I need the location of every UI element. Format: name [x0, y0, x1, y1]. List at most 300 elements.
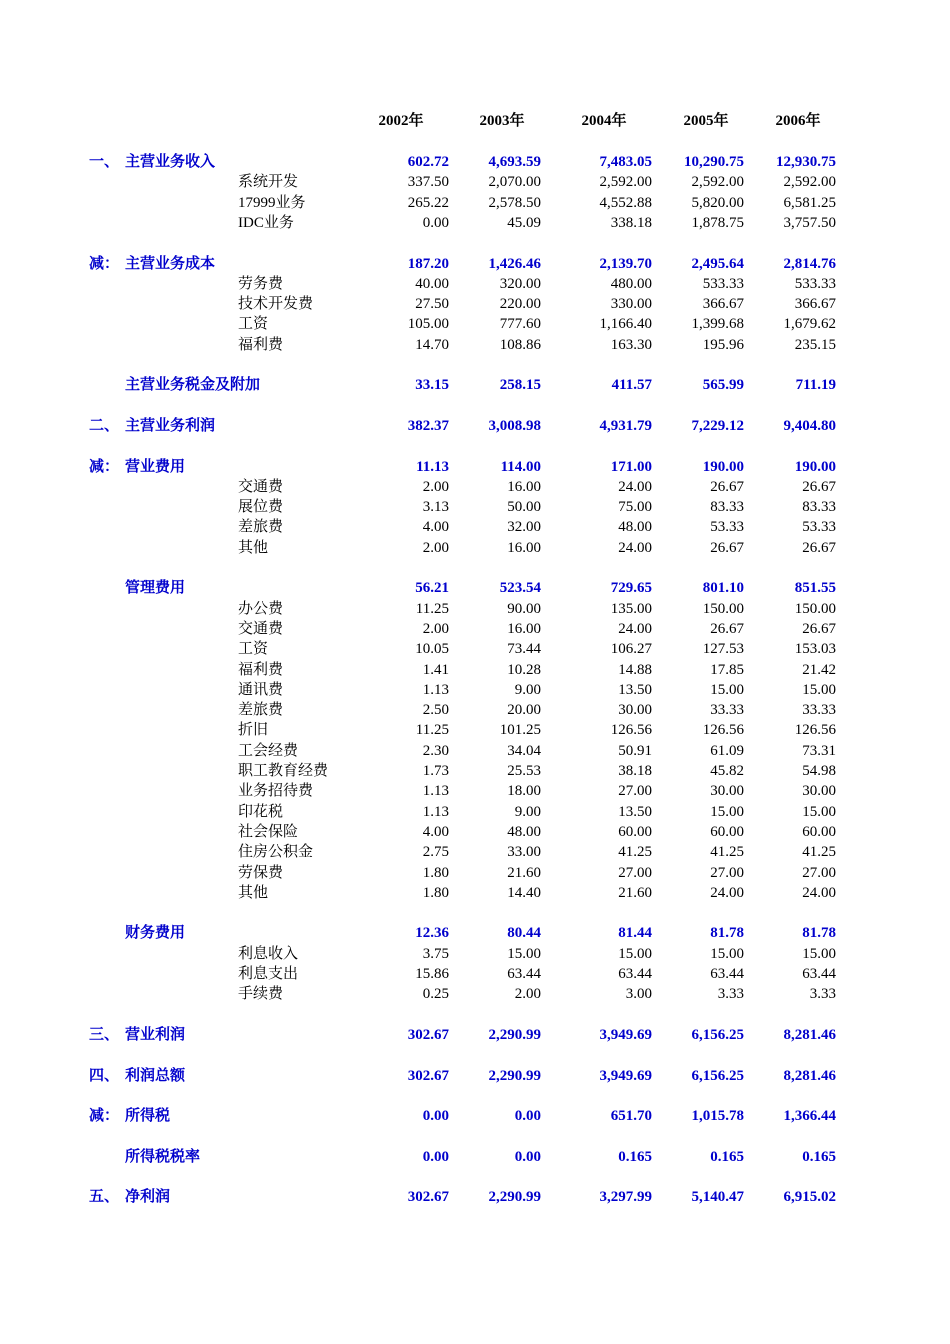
value-cell: 9.00 [514, 682, 541, 698]
value-cell: 40.00 [415, 276, 449, 292]
value-cell: 2,290.99 [488, 1068, 541, 1084]
value-cell: 83.33 [802, 499, 836, 515]
item-row [0, 639, 950, 659]
item-row [0, 984, 950, 1004]
section-label: 所得税 [125, 1108, 171, 1124]
item-label: 福利费 [238, 662, 284, 678]
value-cell: 15.00 [802, 946, 836, 962]
section-row [0, 416, 950, 436]
value-cell: 15.00 [802, 682, 836, 698]
value-cell: 4.00 [422, 824, 449, 840]
value-cell: 4,552.88 [599, 195, 652, 211]
value-cell: 90.00 [507, 601, 541, 617]
value-cell: 106.27 [610, 641, 652, 657]
value-cell: 16.00 [507, 621, 541, 637]
item-row [0, 193, 950, 213]
value-cell: 24.00 [618, 479, 652, 495]
value-cell: 153.03 [794, 641, 836, 657]
value-cell: 190.00 [702, 459, 744, 475]
value-cell: 1.13 [422, 804, 449, 820]
value-cell: 80.44 [507, 925, 541, 941]
value-cell: 330.00 [610, 296, 652, 312]
section-prefix: 五、 [89, 1189, 120, 1205]
value-cell: 81.44 [618, 925, 652, 941]
value-cell: 108.86 [499, 337, 541, 353]
value-cell: 73.31 [802, 743, 836, 759]
value-cell: 3,757.50 [783, 215, 836, 231]
item-row [0, 619, 950, 639]
value-cell: 21.60 [618, 885, 652, 901]
value-cell: 11.13 [416, 459, 449, 475]
value-cell: 171.00 [610, 459, 652, 475]
item-row [0, 883, 950, 903]
value-cell: 126.56 [610, 722, 652, 738]
value-cell: 27.00 [802, 865, 836, 881]
item-row [0, 294, 950, 314]
value-cell: 7,483.05 [599, 154, 652, 170]
value-cell: 777.60 [499, 316, 541, 332]
item-label: 印花税 [238, 804, 284, 820]
section-row [0, 1187, 950, 1207]
section-label: 主营业务利润 [125, 418, 216, 434]
item-label: 工会经费 [238, 743, 299, 759]
value-cell: 602.72 [407, 154, 449, 170]
section-row [0, 1147, 950, 1167]
value-cell: 48.00 [507, 824, 541, 840]
section-label: 主营业务成本 [125, 256, 216, 272]
value-cell: 25.53 [507, 763, 541, 779]
value-cell: 1.13 [422, 682, 449, 698]
item-row [0, 335, 950, 355]
value-cell: 33.15 [415, 377, 449, 393]
value-cell: 53.33 [710, 519, 744, 535]
value-cell: 18.00 [507, 783, 541, 799]
item-label: 差旅费 [238, 519, 284, 535]
value-cell: 0.00 [514, 1108, 541, 1124]
item-row [0, 700, 950, 720]
item-row [0, 172, 950, 192]
item-label: 工资 [238, 316, 269, 332]
value-cell: 26.67 [710, 540, 744, 556]
value-cell: 533.33 [794, 276, 836, 292]
value-cell: 126.56 [794, 722, 836, 738]
value-cell: 2,592.00 [691, 174, 744, 190]
section-row [0, 254, 950, 274]
value-cell: 114.00 [500, 459, 541, 475]
year-header: 2004年 [581, 113, 627, 129]
section-row [0, 923, 950, 943]
value-cell: 0.165 [802, 1149, 836, 1165]
section-prefix: 减： [89, 256, 120, 272]
value-cell: 41.25 [618, 844, 652, 860]
value-cell: 1,366.44 [783, 1108, 836, 1124]
value-cell: 3,949.69 [599, 1068, 652, 1084]
value-cell: 0.165 [710, 1149, 744, 1165]
value-cell: 2.30 [422, 743, 449, 759]
item-label: 住房公积金 [238, 844, 314, 860]
value-cell: 9,404.80 [783, 418, 836, 434]
value-cell: 60.00 [710, 824, 744, 840]
item-label: 工资 [238, 641, 269, 657]
value-cell: 54.98 [802, 763, 836, 779]
item-row [0, 944, 950, 964]
value-cell: 2.50 [422, 702, 449, 718]
value-cell: 30.00 [618, 702, 652, 718]
section-prefix: 三、 [89, 1027, 120, 1043]
section-prefix: 减： [89, 1108, 120, 1124]
value-cell: 533.33 [702, 276, 744, 292]
value-cell: 4,931.79 [599, 418, 652, 434]
year-header-row [0, 111, 950, 131]
value-cell: 1.73 [422, 763, 449, 779]
item-label: 通讯费 [238, 682, 284, 698]
value-cell: 33.00 [507, 844, 541, 860]
value-cell: 61.09 [710, 743, 744, 759]
value-cell: 101.25 [499, 722, 541, 738]
value-cell: 0.00 [514, 1149, 541, 1165]
value-cell: 3.33 [717, 986, 744, 1002]
item-row [0, 538, 950, 558]
value-cell: 30.00 [710, 783, 744, 799]
value-cell: 8,281.46 [783, 1068, 836, 1084]
value-cell: 53.33 [802, 519, 836, 535]
value-cell: 15.00 [710, 804, 744, 820]
section-label: 所得税税率 [125, 1149, 201, 1165]
item-row [0, 314, 950, 334]
value-cell: 5,140.47 [691, 1189, 744, 1205]
value-cell: 15.00 [710, 682, 744, 698]
value-cell: 2,495.64 [691, 256, 744, 272]
section-row [0, 375, 950, 395]
value-cell: 24.00 [802, 885, 836, 901]
section-label: 净利润 [125, 1189, 171, 1205]
item-row [0, 497, 950, 517]
item-label: 17999业务 [238, 195, 306, 211]
value-cell: 14.88 [618, 662, 652, 678]
value-cell: 2,290.99 [488, 1027, 541, 1043]
value-cell: 235.15 [794, 337, 836, 353]
value-cell: 45.09 [507, 215, 541, 231]
value-cell: 0.00 [422, 215, 449, 231]
item-label: 社会保险 [238, 824, 299, 840]
value-cell: 127.53 [702, 641, 744, 657]
value-cell: 10,290.75 [684, 154, 744, 170]
value-cell: 2,592.00 [599, 174, 652, 190]
value-cell: 851.55 [794, 580, 836, 596]
value-cell: 17.85 [710, 662, 744, 678]
value-cell: 16.00 [507, 479, 541, 495]
value-cell: 27.50 [415, 296, 449, 312]
value-cell: 12.36 [415, 925, 449, 941]
value-cell: 14.70 [415, 337, 449, 353]
section-row [0, 1025, 950, 1045]
value-cell: 1.41 [422, 662, 449, 678]
value-cell: 1,166.40 [599, 316, 652, 332]
item-row [0, 741, 950, 761]
section-label: 管理费用 [125, 580, 186, 596]
value-cell: 0.00 [422, 1149, 449, 1165]
item-row [0, 477, 950, 497]
section-row [0, 1106, 950, 1126]
value-cell: 63.44 [802, 966, 836, 982]
value-cell: 801.10 [702, 580, 744, 596]
value-cell: 27.00 [618, 865, 652, 881]
value-cell: 60.00 [802, 824, 836, 840]
value-cell: 2.00 [422, 479, 449, 495]
section-prefix: 二、 [89, 418, 120, 434]
item-label: 技术开发费 [238, 296, 314, 312]
value-cell: 5,820.00 [691, 195, 744, 211]
value-cell: 337.50 [407, 174, 449, 190]
value-cell: 2.00 [422, 621, 449, 637]
value-cell: 523.54 [499, 580, 541, 596]
value-cell: 3,297.99 [599, 1189, 652, 1205]
value-cell: 2,592.00 [783, 174, 836, 190]
item-row [0, 680, 950, 700]
value-cell: 1,015.78 [691, 1108, 744, 1124]
value-cell: 1.80 [422, 865, 449, 881]
item-row [0, 213, 950, 233]
value-cell: 265.22 [407, 195, 449, 211]
value-cell: 10.05 [415, 641, 449, 657]
value-cell: 21.42 [802, 662, 836, 678]
value-cell: 15.00 [507, 946, 541, 962]
value-cell: 50.00 [507, 499, 541, 515]
value-cell: 2.75 [422, 844, 449, 860]
value-cell: 338.18 [610, 215, 652, 231]
item-label: 交通费 [238, 479, 284, 495]
item-label: IDC业务 [238, 215, 294, 231]
value-cell: 150.00 [794, 601, 836, 617]
value-cell: 48.00 [618, 519, 652, 535]
value-cell: 220.00 [499, 296, 541, 312]
item-label: 利息收入 [238, 946, 299, 962]
value-cell: 15.00 [618, 946, 652, 962]
value-cell: 56.21 [415, 580, 449, 596]
value-cell: 13.50 [618, 804, 652, 820]
section-label: 主营业务税金及附加 [125, 377, 261, 393]
section-prefix: 一、 [89, 154, 120, 170]
item-label: 手续费 [238, 986, 284, 1002]
section-row [0, 578, 950, 598]
value-cell: 6,915.02 [783, 1189, 836, 1205]
item-label: 交通费 [238, 621, 284, 637]
value-cell: 258.15 [499, 377, 541, 393]
value-cell: 20.00 [507, 702, 541, 718]
value-cell: 729.65 [610, 580, 652, 596]
value-cell: 15.86 [415, 966, 449, 982]
value-cell: 366.67 [794, 296, 836, 312]
value-cell: 2.00 [514, 986, 541, 1002]
item-row [0, 599, 950, 619]
value-cell: 3,008.98 [488, 418, 541, 434]
value-cell: 565.99 [702, 377, 744, 393]
value-cell: 12,930.75 [776, 154, 836, 170]
section-label: 利润总额 [125, 1068, 186, 1084]
item-label: 职工教育经费 [238, 763, 329, 779]
value-cell: 33.33 [710, 702, 744, 718]
value-cell: 45.82 [710, 763, 744, 779]
value-cell: 26.67 [710, 621, 744, 637]
section-row [0, 1066, 950, 1086]
value-cell: 75.00 [618, 499, 652, 515]
value-cell: 8,281.46 [783, 1027, 836, 1043]
section-label: 主营业务收入 [125, 154, 216, 170]
value-cell: 135.00 [610, 601, 652, 617]
value-cell: 11.25 [415, 722, 449, 738]
value-cell: 1,878.75 [691, 215, 744, 231]
item-label: 其他 [238, 540, 269, 556]
value-cell: 63.44 [710, 966, 744, 982]
value-cell: 1.80 [422, 885, 449, 901]
item-label: 展位费 [238, 499, 284, 515]
item-label: 利息支出 [238, 966, 299, 982]
value-cell: 302.67 [407, 1027, 449, 1043]
value-cell: 2,814.76 [783, 256, 836, 272]
item-row [0, 720, 950, 740]
year-header: 2002年 [378, 113, 424, 129]
value-cell: 163.30 [610, 337, 652, 353]
value-cell: 302.67 [407, 1189, 449, 1205]
value-cell: 3.75 [422, 946, 449, 962]
item-label: 折旧 [238, 722, 269, 738]
value-cell: 38.18 [618, 763, 652, 779]
value-cell: 1,399.68 [691, 316, 744, 332]
section-prefix: 减： [89, 459, 120, 475]
value-cell: 50.91 [618, 743, 652, 759]
value-cell: 63.44 [618, 966, 652, 982]
value-cell: 63.44 [507, 966, 541, 982]
value-cell: 83.33 [710, 499, 744, 515]
item-label: 福利费 [238, 337, 284, 353]
item-row [0, 781, 950, 801]
value-cell: 10.28 [507, 662, 541, 678]
value-cell: 27.00 [710, 865, 744, 881]
item-label: 差旅费 [238, 702, 284, 718]
value-cell: 2,290.99 [488, 1189, 541, 1205]
year-header: 2005年 [683, 113, 729, 129]
value-cell: 411.57 [611, 377, 652, 393]
value-cell: 26.67 [710, 479, 744, 495]
value-cell: 2,070.00 [488, 174, 541, 190]
value-cell: 24.00 [618, 540, 652, 556]
value-cell: 11.25 [415, 601, 449, 617]
item-label: 业务招待费 [238, 783, 314, 799]
value-cell: 4,693.59 [488, 154, 541, 170]
value-cell: 126.56 [702, 722, 744, 738]
value-cell: 14.40 [507, 885, 541, 901]
value-cell: 81.78 [710, 925, 744, 941]
item-label: 劳务费 [238, 276, 284, 292]
section-prefix: 四、 [89, 1068, 120, 1084]
value-cell: 320.00 [499, 276, 541, 292]
value-cell: 81.78 [802, 925, 836, 941]
value-cell: 30.00 [802, 783, 836, 799]
value-cell: 33.33 [802, 702, 836, 718]
value-cell: 150.00 [702, 601, 744, 617]
value-cell: 190.00 [794, 459, 836, 475]
value-cell: 187.20 [407, 256, 449, 272]
value-cell: 4.00 [422, 519, 449, 535]
value-cell: 6,156.25 [691, 1068, 744, 1084]
value-cell: 27.00 [618, 783, 652, 799]
value-cell: 711.19 [795, 377, 836, 393]
value-cell: 2,139.70 [599, 256, 652, 272]
value-cell: 3.00 [625, 986, 652, 1002]
value-cell: 0.00 [422, 1108, 449, 1124]
section-label: 营业费用 [125, 459, 186, 475]
section-label: 财务费用 [125, 925, 186, 941]
value-cell: 480.00 [610, 276, 652, 292]
value-cell: 60.00 [618, 824, 652, 840]
value-cell: 0.25 [422, 986, 449, 1002]
value-cell: 16.00 [507, 540, 541, 556]
item-row [0, 863, 950, 883]
item-label: 劳保费 [238, 865, 284, 881]
value-cell: 41.25 [802, 844, 836, 860]
value-cell: 15.00 [710, 946, 744, 962]
value-cell: 366.67 [702, 296, 744, 312]
item-label: 其他 [238, 885, 269, 901]
value-cell: 6,156.25 [691, 1027, 744, 1043]
value-cell: 34.04 [507, 743, 541, 759]
value-cell: 195.96 [702, 337, 744, 353]
value-cell: 3.13 [422, 499, 449, 515]
value-cell: 1,679.62 [783, 316, 836, 332]
value-cell: 105.00 [407, 316, 449, 332]
item-label: 办公费 [238, 601, 284, 617]
value-cell: 302.67 [407, 1068, 449, 1084]
value-cell: 1,426.46 [488, 256, 541, 272]
value-cell: 9.00 [514, 804, 541, 820]
section-row [0, 152, 950, 172]
value-cell: 1.13 [422, 783, 449, 799]
value-cell: 382.37 [407, 418, 449, 434]
value-cell: 26.67 [802, 479, 836, 495]
value-cell: 32.00 [507, 519, 541, 535]
item-row [0, 274, 950, 294]
value-cell: 26.67 [802, 540, 836, 556]
item-row [0, 842, 950, 862]
value-cell: 3.33 [809, 986, 836, 1002]
value-cell: 41.25 [710, 844, 744, 860]
value-cell: 2,578.50 [488, 195, 541, 211]
value-cell: 24.00 [618, 621, 652, 637]
item-row [0, 761, 950, 781]
section-label: 营业利润 [125, 1027, 186, 1043]
item-row [0, 517, 950, 537]
value-cell: 26.67 [802, 621, 836, 637]
value-cell: 6,581.25 [783, 195, 836, 211]
item-row [0, 822, 950, 842]
value-cell: 15.00 [802, 804, 836, 820]
value-cell: 3,949.69 [599, 1027, 652, 1043]
value-cell: 21.60 [507, 865, 541, 881]
value-cell: 651.70 [610, 1108, 652, 1124]
value-cell: 2.00 [422, 540, 449, 556]
value-cell: 0.165 [618, 1149, 652, 1165]
item-row [0, 802, 950, 822]
value-cell: 73.44 [507, 641, 541, 657]
year-header: 2003年 [479, 113, 525, 129]
section-row [0, 457, 950, 477]
value-cell: 13.50 [618, 682, 652, 698]
item-label: 系统开发 [238, 174, 299, 190]
item-row [0, 660, 950, 680]
value-cell: 7,229.12 [691, 418, 744, 434]
year-header: 2006年 [775, 113, 821, 129]
value-cell: 24.00 [710, 885, 744, 901]
